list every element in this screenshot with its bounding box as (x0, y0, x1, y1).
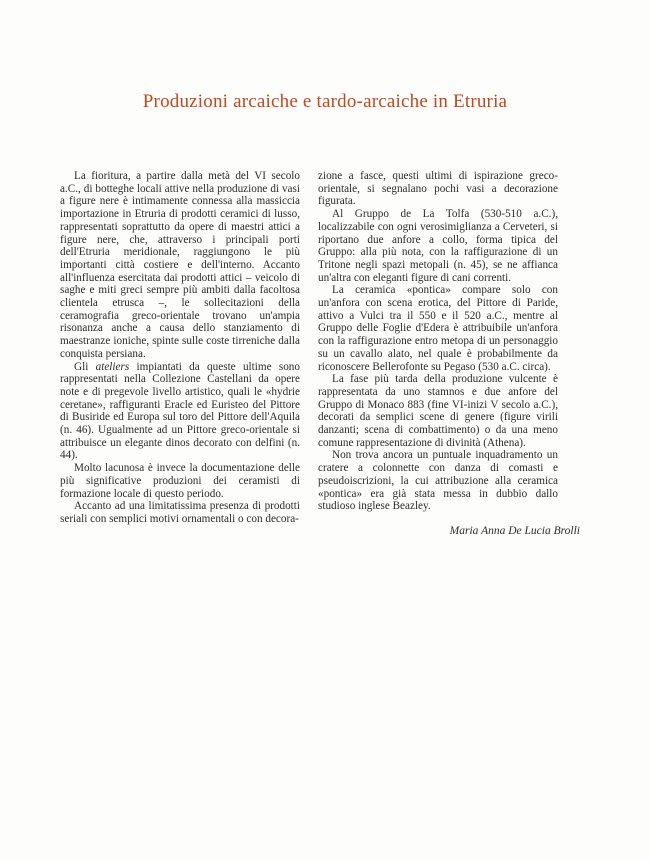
paragraph: Molto lacunosa è invece la documentazione delle più significative produzioni dei ceramisti di formazione locale di questo periodo. (60, 462, 300, 500)
paragraph: Al Gruppo de La Tolfa (530-510 a.C.), localizzabile con ogni verosimiglianza a Cerveteri, si riportano due anfore a collo, forma tipica del Gruppo: alla più nota, con la raffigurazione di un Tritone negli spazi metopali (n. 45), se ne affianca un'altra con eleganti figure di cani correnti. (318, 208, 558, 284)
paragraph (60, 361, 300, 463)
paragraph: La ceramica «pontica» compare solo con un'anfora con scena erotica, del Pittore di Paride, attivo a Vulci tra il 550 e il 520 a.C., mentre al Gruppo delle Foglie d'Edera è attribuibile un'anfora con la raffigurazione entro metopa di un personaggio su un cavallo alato, nel quale è probabilmente da riconoscere Bellerofonte su Pegaso (530 a.C. circa). (318, 284, 558, 373)
paragraph: La fase più tarda della produzione vulcente è rappresentata da uno stamnos e due anfore del Gruppo di Monaco 883 (fine VI-inizi V secolo a.C.), decorati da semplici scene di genere (figure virili danzanti; scena di combattimento) o da una meno comune rappresentazione di divinità (Athena). (318, 373, 558, 449)
right-column (318, 170, 558, 513)
page-title: Produzioni arcaiche e tardo-arcaiche in Etruria (142, 91, 508, 112)
paragraph: La fioritura, a partire dalla metà del VI secolo a.C., di botteghe locali attive nella produzione di vasi a figure nere è intimamente connessa alla massiccia importazione in Etruria di prodotti ceramici di lusso, rappresentati soprattutto da opere di maestri attici a figure nere, che, attraverso i principali porti dell'Etruria meridionale, raggiungono le più importanti città costiere e dell'interno. Accanto all'influenza esercitata dai prodotti attici – veicolo di saghe e miti greci sempre più ambiti dalla facoltosa clientela etrusca –, le sollecitazioni della ceramografia greco-orientale trovano un'ampia risonanza anche a causa dello stanziamento di maestranze ioniche, spinte sulle coste tirreniche dalla conquista persiana. (60, 170, 300, 360)
paragraph-continued: zione a fasce, questi ultimi di ispirazione greco-orientale, si segnalano pochi vasi a decorazione figurata. (318, 170, 558, 208)
left-column (60, 170, 300, 526)
author-signature: Maria Anna De Lucia Brolli (449, 525, 580, 537)
paragraph: Non trova ancora un puntuale inquadramento un cratere a colonnette con danza di comasti e pseudoiscrizioni, la cui attribuzione alla ceramica «pontica» era già stata messa in dubbio dallo studioso inglese Beazley. (318, 449, 558, 513)
paragraph-text: impiantati da queste ultime sono rappresentati nella Collezione Castellani da opere note e di pregevole livello artistico, quali le «hydrie ceretane», raffiguranti Eracle ed Euristeo del Pittore di Busiride ed Europa sul toro del Pittore dell'Aquila (n. 46). Ugualmente ad un Pittore greco-orientale si attribuisce un elegante dinos decorato con delfini (n. 44). (60, 360, 300, 462)
paragraph: Accanto ad una limitatissima presenza di prodotti seriali con semplici motivi ornamentali o con decora- (60, 500, 300, 525)
paragraph-text: Gli (74, 360, 96, 373)
emphasis-ateliers: ateliers (95, 360, 130, 373)
